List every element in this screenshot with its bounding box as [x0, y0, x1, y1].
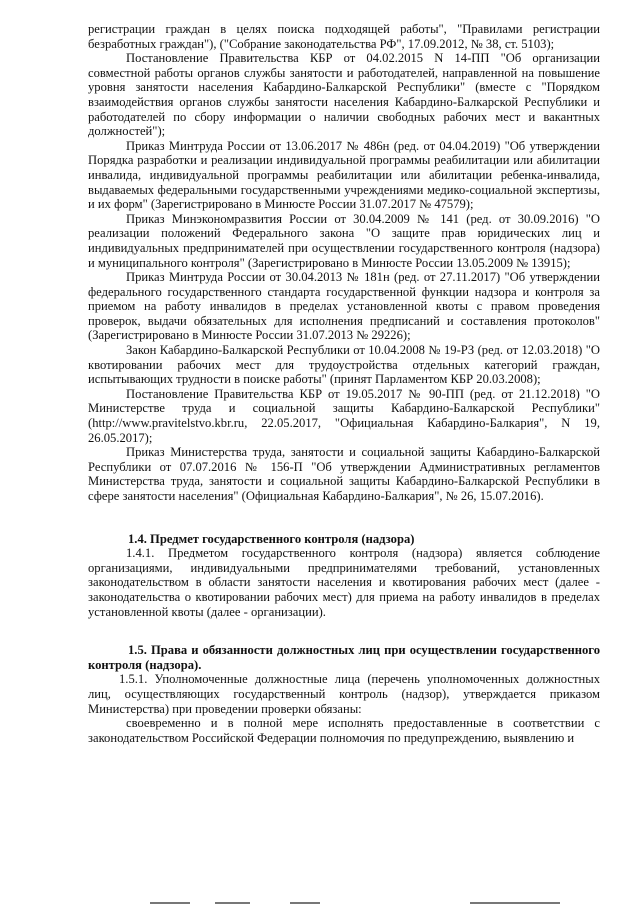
section-spacer — [88, 619, 600, 643]
paragraph-continuation: регистрации граждан в целях поиска подходящей работы", "Правилами регистрации безработных граждан"), ("Собрание законодательства РФ", 17.09.2012, № 38, ст. 5103); — [88, 22, 600, 51]
paragraph-law-19rz: Закон Кабардино-Балкарской Республики от 10.04.2008 № 19-РЗ (ред. от 12.03.2018) "О квотировании рабочих мест для трудоустройства отдельных категорий граждан, испытывающих трудности в поиске работы" (принят Парламентом КБР 20.03.2008); — [88, 343, 600, 387]
paragraph-decree-90pp: Постановление Правительства КБР от 19.05.2017 № 90-ПП (ред. от 21.12.2018) "О Министерстве труда и социальной защиты Кабардино-Балкарской Республики" (http://www.pravitelstvo.kbr.ru, 22.05.2017, "Официальная Кабардино-Балкария", N 19, 26.05.2017); — [88, 386, 600, 445]
section-1-5-paragraph-2: своевременно и в полной мере исполнять предоставленные в соответствии с законодательством Российской Федерации полномочия по предупреждению, выявлению и — [88, 716, 600, 745]
section-heading-1-4: 1.4. Предмет государственного контроля (надзора) — [128, 531, 415, 546]
paragraph-decree-14pp: Постановление Правительства КБР от 04.02.2015 N 14-ПП "Об организации совместной работы органов службы занятости и работодателей, направленной на повышение уровня занятости населения Кабардино-Балкарской Республики" (вместе с "Порядком взаимодействия органов службы занятости населения Кабардино-Балкарской Республики и работодателей по сбору информации о наличии свободных рабочих мест и вакантных должностей"); — [88, 51, 600, 139]
paragraph-order-156p: Приказ Министерства труда, занятости и социальной защиты Кабардино-Балкарской Республики от 07.07.2016 № 156-П "Об утверждении Административных регламентов Министерства труда, занятости и социальной защиты Кабардино-Балкарской Республики в сфере занятости населения" (Официальная Кабардино-Балкария", № 26, 15.07.2016). — [88, 445, 600, 503]
paragraph-order-486n: Приказ Минтруда России от 13.06.2017 № 486н (ред. от 04.04.2019) "Об утверждении Порядка разработки и реализации индивидуальной программы реабилитации или абилитации инвалида, индивидуальной программы реабилитации или абилитации ребенка-инвалида, выдаваемых федеральными государственными учреждениями медико-социальной экспертизы, и их форм" (Зарегистрировано в Минюсте России 31.07.2017 № 47579); — [88, 138, 600, 212]
paragraph-order-141: Приказ Минэкономразвития России от 30.04.2009 № 141 (ред. от 30.09.2016) "О реализации положений Федерального закона "О защите прав юридических лиц и индивидуальных предпринимателей при осуществлении государственного контроля (надзора) и муниципального контроля" (Зарегистрировано в Минюсте России 13.05.2009 № 13915); — [88, 211, 600, 270]
section-spacer — [88, 504, 600, 532]
scan-edge-marks — [0, 899, 640, 905]
paragraph-order-181n: Приказ Минтруда России от 30.04.2013 № 181н (ред. от 27.11.2017) "Об утверждении федерального государственного стандарта государственной функции надзора и контроля за приемом на работу инвалидов в пределах установленной квоты с правом проведения проверок, выдачи обязательных для исполнения предписаний и составления протоколов" (Зарегистрировано в Минюсте России 31.07.2013 № 29226); — [88, 270, 600, 343]
section-heading-1-5: 1.5. Права и обязанности должностных лиц при осуществлении государственного контроля (надзора). — [88, 643, 600, 672]
section-1-5-paragraph-1: 1.5.1. Уполномоченные должностные лица (перечень уполномоченных должностных лиц, осуществляющих государственный контроль (надзор), утверждается приказом Министерства) при проведении проверки обязаны: — [88, 672, 600, 716]
section-1-4-text: 1.4.1. Предметом государственного контроля (надзора) является соблюдение организациями, индивидуальными предпринимателями требований, установленных законодательством в области занятости населения и квотирования рабочих мест (далее - законодательства о квотировании рабочих мест) для приема на работу инвалидов в пределах установленной квоты (далее - организации). — [88, 546, 600, 619]
